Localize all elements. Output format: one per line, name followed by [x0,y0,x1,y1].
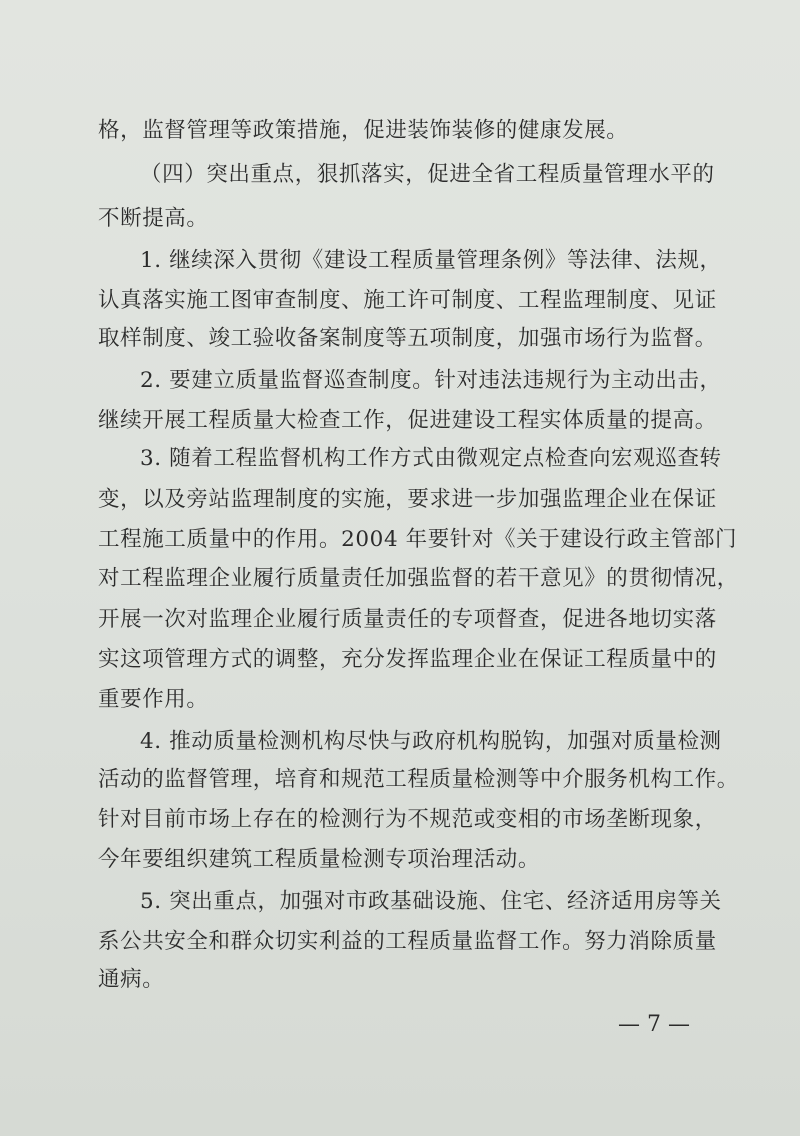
section-heading-line: （四）突出重点，狠抓落实，促进全省工程质量管理水平的 [140,162,715,187]
text-line: 对工程监理企业履行质量责任加强监督的若干意见》的贯彻情况， [98,566,739,591]
page-number: — 7 — [618,1012,690,1037]
item-3-line: 3. 随着工程监督机构工作方式由微观定点检查向宏观巡查转 [140,446,722,471]
text-line: 格，监督管理等政策措施，促进装饰装修的健康发展。 [98,118,629,143]
text-line: 继续开展工程质量大检查工作，促进建设工程实体质量的提高。 [98,408,717,433]
text-line: 针对目前市场上存在的检测行为不规范或变相的市场垄断现象， [98,807,717,832]
item-1-line: 1. 继续深入贯彻《建设工程质量管理条例》等法律、法规， [140,248,722,273]
text-line: 今年要组织建筑工程质量检测专项治理活动。 [98,847,541,872]
item-2-line: 2. 要建立质量监督巡查制度。针对违法违规行为主动出击， [140,368,722,393]
text-line: 认真落实施工图审查制度、施工许可制度、工程监理制度、见证 [98,288,717,313]
item-5-line: 5. 突出重点，加强对市政基础设施、住宅、经济适用房等关 [140,889,722,914]
text-line: 活动的监督管理，培育和规范工程质量检测等中介服务机构工作。 [98,767,739,792]
text-line: 通病。 [98,967,165,992]
text-line: 系公共安全和群众切实利益的工程质量监督工作。努力消除质量 [98,929,717,954]
text-line: 变，以及旁站监理制度的实施，要求进一步加强监理企业在保证 [98,487,717,512]
text-line: 开展一次对监理企业履行质量责任的专项督查，促进各地切实落 [98,607,717,632]
section-heading-line: 不断提高。 [98,206,209,231]
text-line: 实这项管理方式的调整，充分发挥监理企业在保证工程质量中的 [98,647,717,672]
text-line: 工程施工质量中的作用。2004 年要针对《关于建设行政主管部门 [98,527,738,552]
text-line: 取样制度、竣工验收备案制度等五项制度，加强市场行为监督。 [98,326,717,351]
text-line: 重要作用。 [98,687,209,712]
item-4-line: 4. 推动质量检测机构尽快与政府机构脱钩，加强对质量检测 [140,729,722,754]
